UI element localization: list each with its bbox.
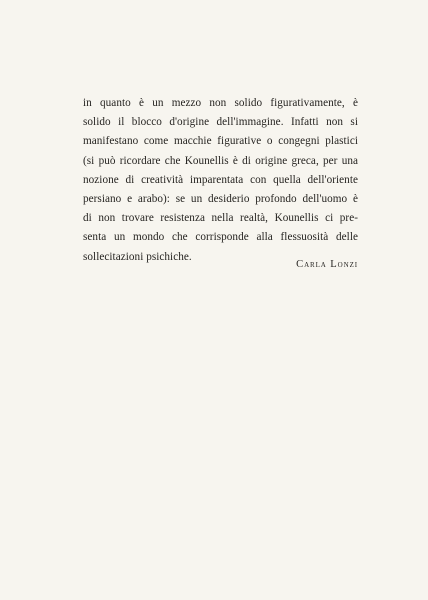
paragraph-line: senta un mondo che corrisponde alla flessuosità delle (83, 231, 358, 244)
paragraph-line: manifestano come macchie figurative o congegni plastici (83, 135, 358, 148)
paragraph-line: (si può ricordare che Kounellis è di origine greca, per una (83, 154, 358, 167)
paragraph-line: solido il blocco d'origine dell'immagine. Infatti non si (83, 116, 358, 129)
author-signature: Carla Lonzi (296, 259, 358, 270)
paragraph-line: persiano e arabo): se un desiderio profondo dell'uomo è (83, 192, 358, 205)
paragraph-line: in quanto è un mezzo non solido figurativamente, è (83, 97, 358, 109)
body-paragraph (83, 94, 358, 267)
paragraph-line: sollecitazioni psichiche. (83, 250, 192, 263)
paragraph-line: nozione di creatività imparentata con quella dell'oriente (83, 173, 358, 186)
paragraph-line: di non trovare resistenza nella realtà, Kounellis ci pre- (83, 212, 358, 225)
